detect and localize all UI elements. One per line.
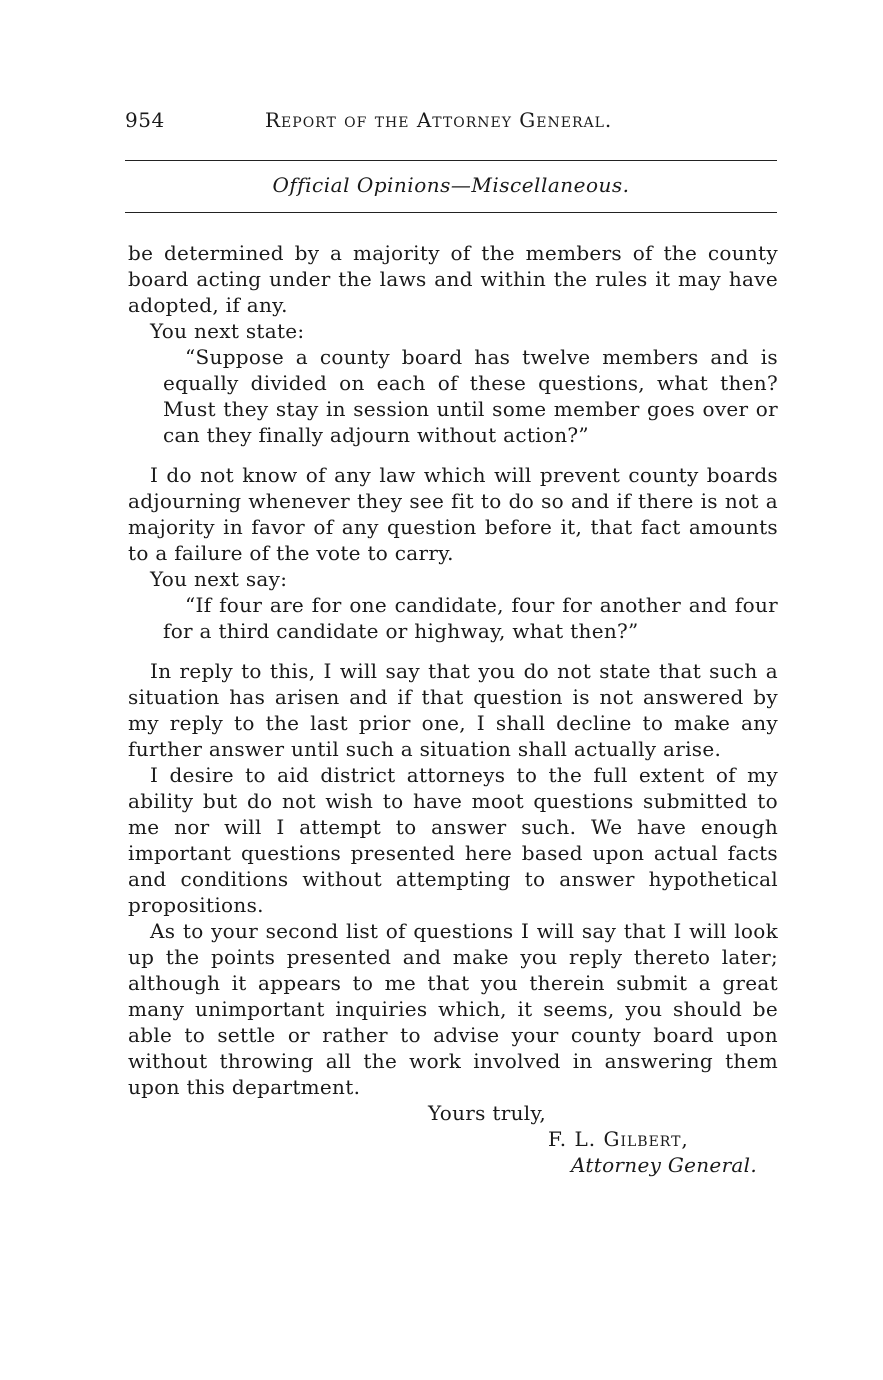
header-rule-bottom [125,212,777,213]
running-title: Report of the Attorney General. [265,108,613,132]
spacer [128,448,778,462]
header-rule-top [125,160,777,161]
paragraph: In reply to this, I will say that you do not state that such a situation has arisen and if that question is not answered by my reply to the last prior one, I shall decline to make any further answer until such a situation shall actually arise. [128,659,778,761]
body-text [128,240,778,1178]
page-number: 954 [125,108,165,132]
block-quote: “If four are for one candidate, four for another and four for a third candidate or highway, what then?” [163,593,778,643]
block-quote: “Suppose a county board has twelve members and is equally divided on each of these questions, what then? Must they stay in session until some member goes over or can they finally adjourn without action?” [163,345,778,447]
closing-salutation: Yours truly, [428,1101,547,1125]
paragraph: You next say: [150,567,288,591]
paragraph: I desire to aid district attorneys to the full extent of my ability but do not wish to have moot questions submitted to me nor will I attempt to answer such. We have enough important questions presented here based upon actual facts and conditions without attempting to answer hypothetical propositions. [128,763,778,917]
paragraph: As to your second list of questions I will say that I will look up the points presented and make you reply thereto later; although it appears to me that you therein submit a great many unimportant inquiries which, it seems, you should be able to settle or rather to advise your county board upon without throwing all the work involved in answering them upon this department. [128,919,778,1099]
section-title: Official Opinions—Miscellaneous. [272,173,630,197]
signer-name-text: F. L. Gilbert, [548,1127,689,1151]
spacer [128,644,778,658]
signer-name [128,1126,778,1152]
signer-title: Attorney General. [571,1153,758,1177]
paragraph: You next state: [150,319,305,343]
paragraph: I do not know of any law which will prevent county boards adjourning whenever they see fit to do so and if there is not a majority in favor of any question before it, that fact amounts to a failure of the vote to carry. [128,463,778,565]
page-header [125,108,777,138]
paragraph: be determined by a majority of the members of the county board acting under the laws and within the rules it may have adopted, if any. [128,241,778,317]
